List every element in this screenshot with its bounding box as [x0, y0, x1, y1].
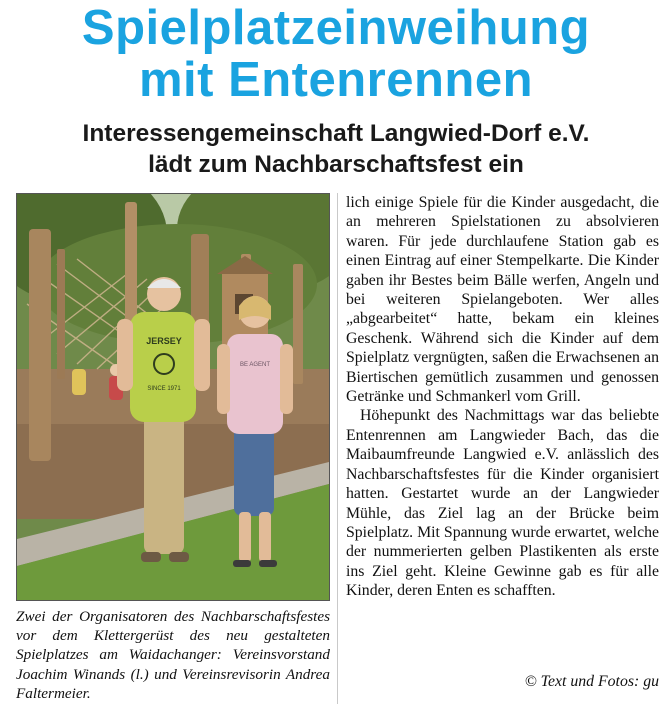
photo-caption-text: Zwei der Organisatoren des Nachbarschaftsfestes vor dem Klettergerüst des neu gestalteten Spielplatzes am Waidachanger: Vereinsvorstand Joachim Winands (l.) und Vereinsrevisorin Andrea Faltermeier.: [16, 608, 330, 702]
article-photo: [16, 193, 330, 601]
column-divider: [337, 193, 338, 704]
body-paragraph-1: lich einige Spiele für die Kinder ausgedacht, die an mehreren Spielstationen zu absolvieren waren. Für jede durchlaufene Station gab es einen Eintrag auf einer Stempelkarte. Die Kinder gaben ihr Bestes beim Bälle werfen, Angeln und bei weiteren Spielangeboten. Wer alles „abgearbeitet“ hatte, bekam ein kleines Geschenk. Während sich die Kinder auf dem Spielplatz vergnügten, saßen die Erwachsenen an Biertischen gemütlich zusammen und genossen Getränke und Schmankerl vom Grill.: [346, 194, 659, 406]
man-shirt-text: JERSEY: [146, 336, 182, 346]
subheadline-line-2: lädt zum Nachbarschaftsfest ein: [148, 151, 524, 178]
headline-line-1: Spielplatzeinweihung: [81, 1, 591, 55]
photo-caption: [16, 607, 330, 703]
photo-credit: © Text und Fotos: gu: [524, 673, 659, 690]
woman-shirt-text: BE AGENT: [239, 362, 271, 368]
headline: [0, 2, 672, 106]
body-paragraph-2: Höhepunkt des Nachmittags war das beliebte Entenrennen am Langwieder Bach, das die Maibaumfreunde Langwied e.V. anlässlich des Nachbarschaftsfestes für die Kinder organisiert hatten. Gestartet wurde an der Langwieder Mühle, das Ziel lag an der Brücke beim Spielplatz. Mit Spannung wurde erwartet, welche der nummerierten gelben Plastikenten als erste ins Ziel geht. Kleine Gewinne gab es für alle Kinder, deren Enten es schafften.: [346, 407, 659, 600]
man-shirt-year: SINCE 1971: [147, 386, 181, 392]
headline-line-2: mit Entenrennen: [138, 53, 534, 107]
subheadline-line-1: Interessengemeinschaft Langwied-Dorf e.V.: [82, 120, 590, 147]
article-body: [346, 193, 659, 601]
subheadline: [0, 118, 672, 180]
